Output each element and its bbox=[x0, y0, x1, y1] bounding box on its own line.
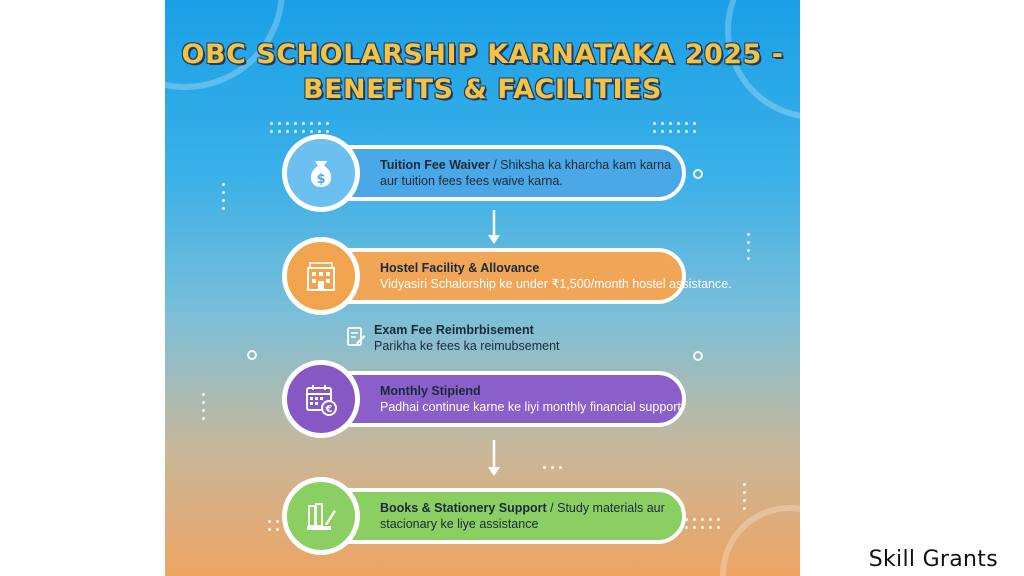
down-arrow-icon bbox=[486, 210, 502, 246]
svg-text:€: € bbox=[325, 404, 333, 415]
benefit-item-exam-fee bbox=[374, 322, 560, 354]
benefit-title: Exam Fee Reimbrbisement bbox=[374, 323, 534, 337]
decorative-dots bbox=[685, 518, 720, 529]
benefit-description: Vidyasiri Schalorship ke under ₹1,500/month hostel assistance. bbox=[380, 277, 732, 291]
decorative-dots bbox=[747, 233, 750, 260]
poster-title-line-1: OBC SCHOLARSHIP KARNATAKA 2025 - bbox=[181, 39, 784, 70]
decorative-dots bbox=[543, 466, 562, 469]
money-bag-icon bbox=[282, 134, 360, 212]
poster-title-line-2: BENEFITS & FACILITIES bbox=[303, 74, 662, 105]
decorative-dots bbox=[743, 483, 746, 510]
benefit-description: Padhai continue karne ke liyi monthly financial support bbox=[380, 400, 681, 414]
benefit-title: Tuition Fee Waiver bbox=[380, 158, 490, 172]
benefit-description: stacionary ke liye assistance bbox=[380, 517, 539, 531]
down-arrow-icon bbox=[486, 440, 502, 478]
decorative-dots bbox=[202, 393, 205, 420]
decorative-circle bbox=[720, 505, 800, 576]
benefit-subtitle: / Shiksha ka kharcha kam karna bbox=[489, 158, 672, 172]
benefit-title: Hostel Facility & Allovance bbox=[380, 261, 540, 275]
brand-watermark: Skill Grants bbox=[868, 547, 998, 572]
benefit-title: Monthly Stipiend bbox=[380, 384, 481, 398]
books-pen-icon bbox=[282, 477, 360, 555]
decorative-ring bbox=[247, 350, 257, 360]
decorative-ring bbox=[693, 351, 703, 361]
decorative-dots bbox=[653, 122, 696, 133]
hostel-building-icon bbox=[282, 237, 360, 315]
decorative-dots bbox=[270, 122, 329, 133]
decorative-dots bbox=[222, 183, 225, 210]
benefit-description: Parikha ke fees ka reimubsement bbox=[374, 339, 560, 353]
calendar-euro-icon bbox=[282, 360, 360, 438]
svg-text:$: $ bbox=[316, 172, 326, 187]
document-edit-icon bbox=[346, 326, 366, 348]
benefit-title: Books & Stationery Support bbox=[380, 501, 547, 515]
decorative-ring bbox=[693, 169, 703, 179]
benefit-subtitle: / Study materials aur bbox=[546, 501, 665, 515]
benefit-description: aur tuition fees fees waive karna. bbox=[380, 174, 563, 188]
